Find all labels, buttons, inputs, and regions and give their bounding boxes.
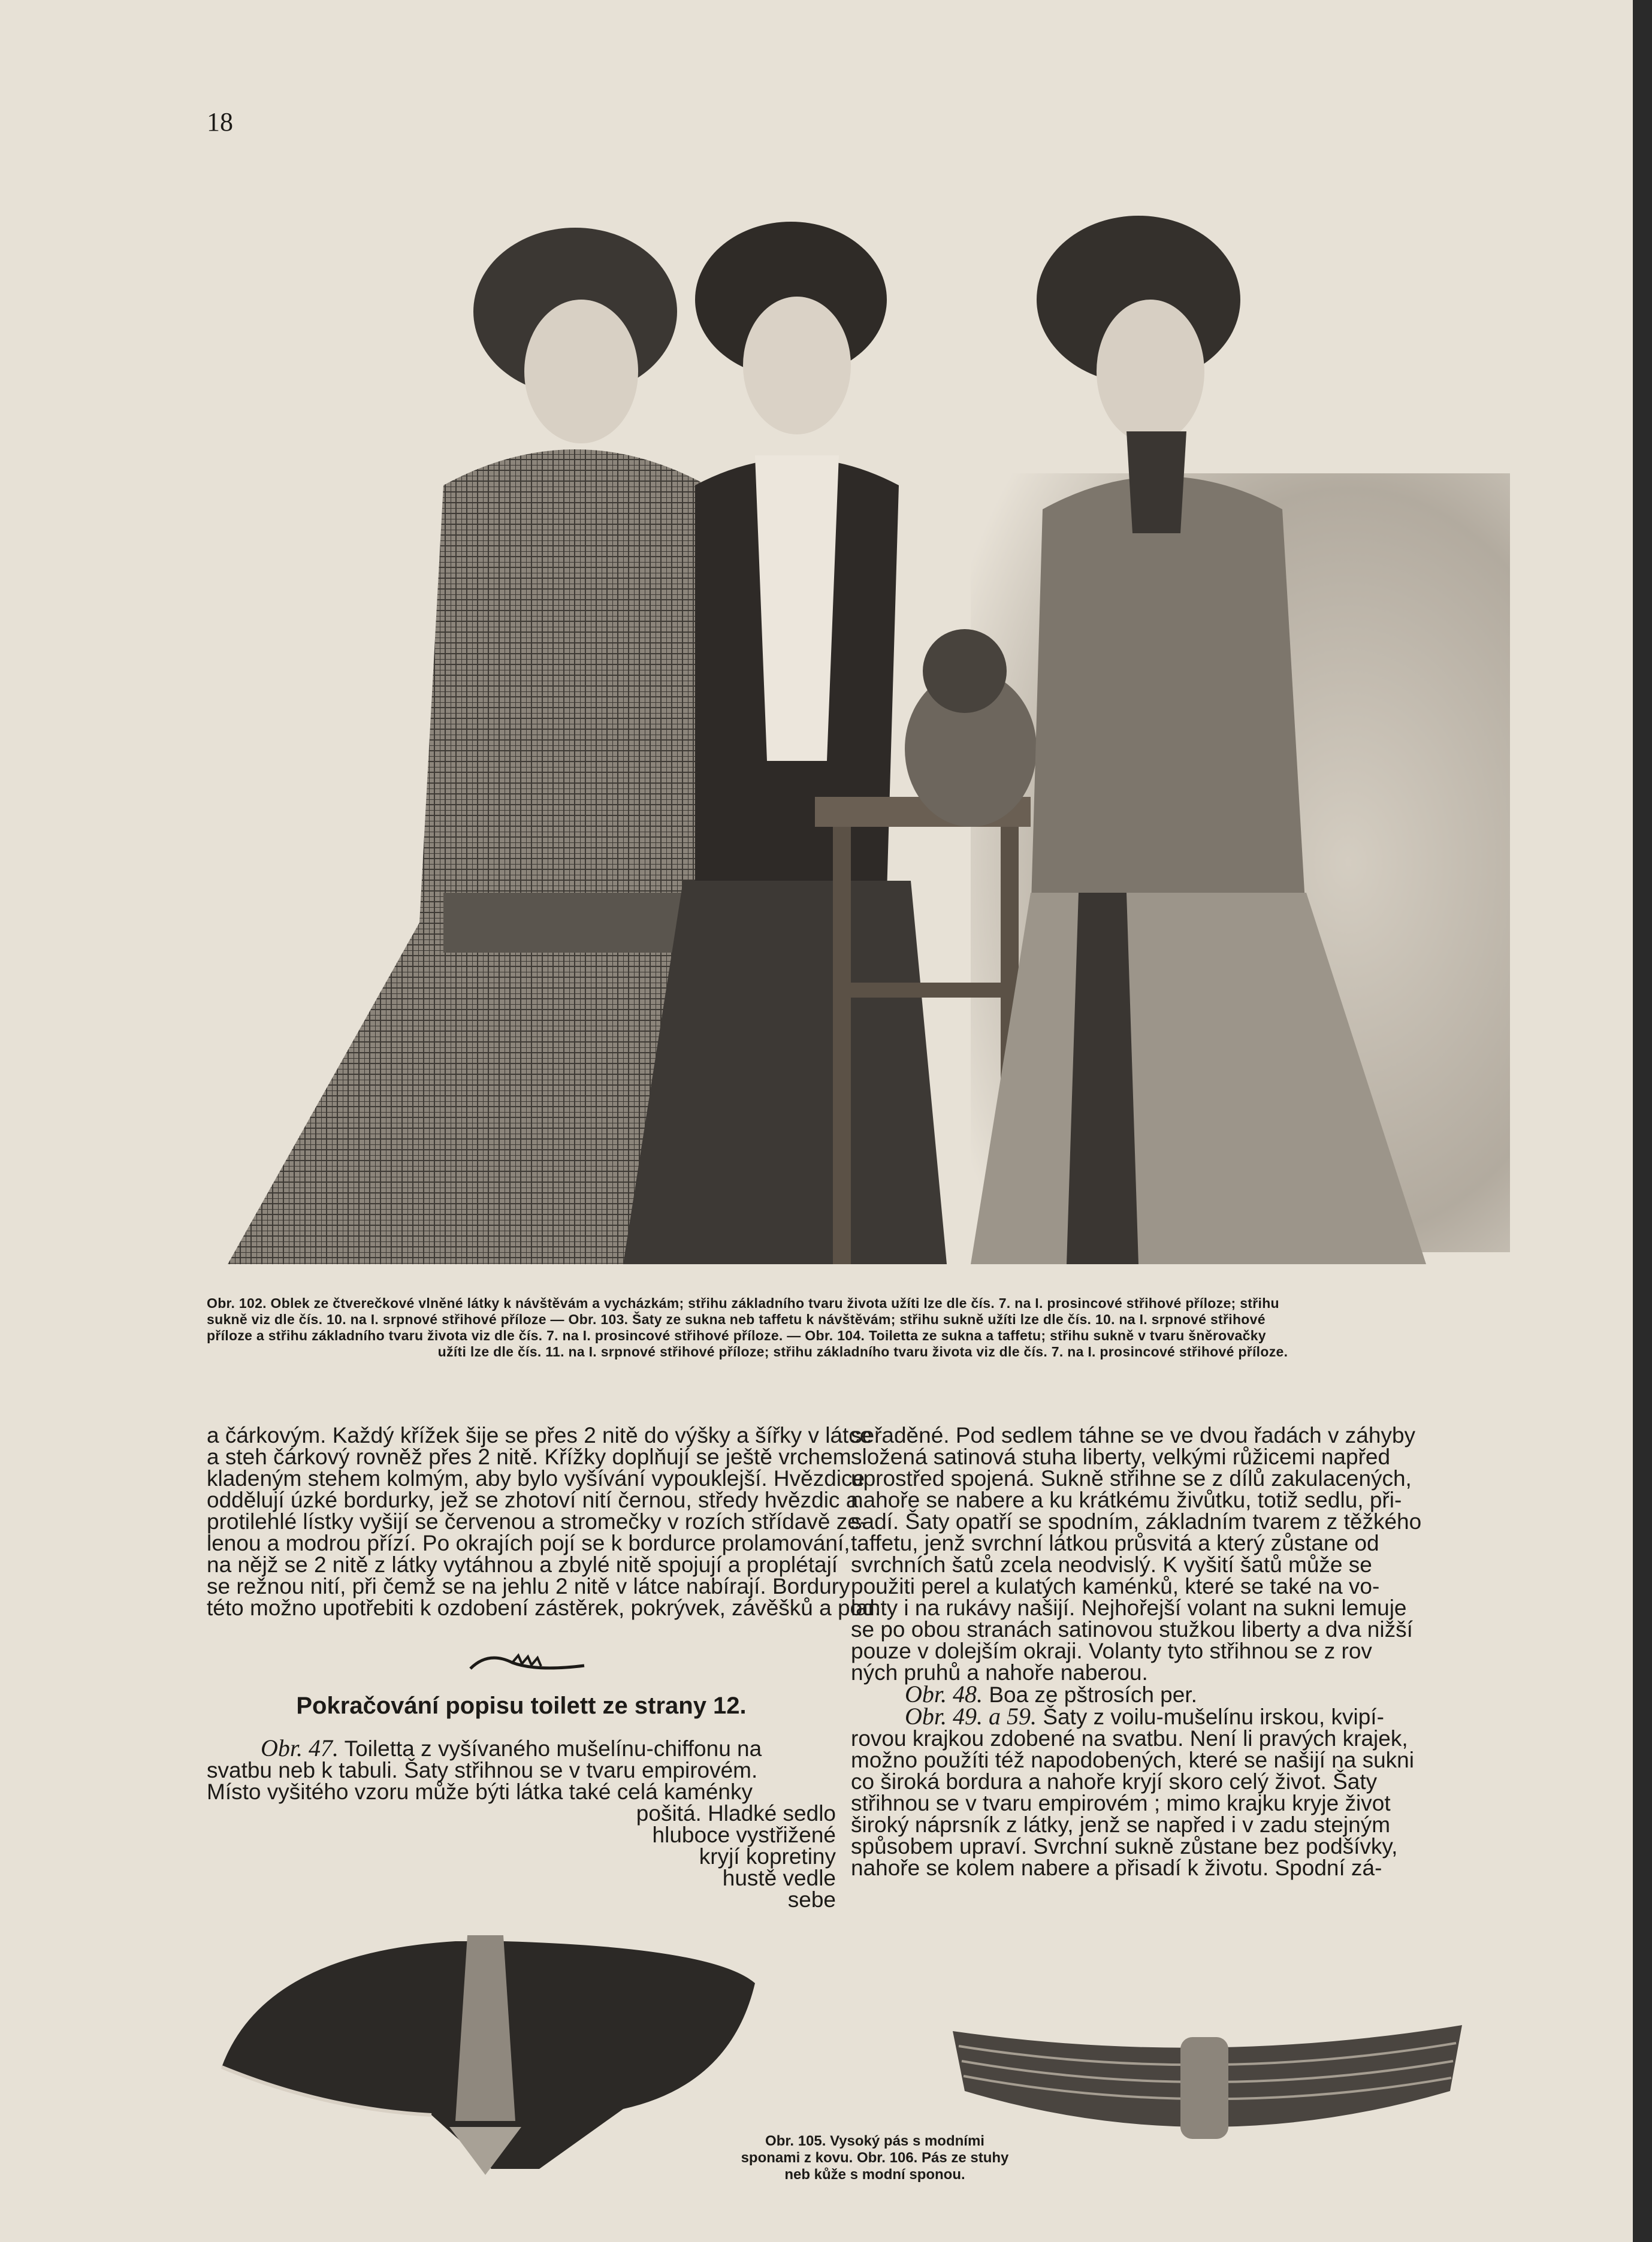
text-line: hluboce vystřižené — [652, 1823, 836, 1847]
text-line: nahoře se nabere a ku krátkému živůtku, totiž sedlu, při- — [851, 1488, 1402, 1512]
text-line: svrchních šatů zcela neodvislý. K vyšití šatů může se — [851, 1552, 1372, 1577]
text-line: možno použíti též napodobených, které se našijí na sukni — [851, 1748, 1414, 1772]
text-line: střihnou se v tvaru empirovém ; mimo krajku kryje život — [851, 1791, 1391, 1815]
text-line: a čárkovým. Každý křížek šije se přes 2 nitě do výšky a šířky v látce — [207, 1423, 872, 1448]
text-line: lanty i na rukávy našijí. Nejhořejší volant na sukni lemuje — [851, 1596, 1407, 1620]
right-column — [851, 1425, 1495, 1879]
text-line: sadí. Šaty opatří se spodním, základním tvarem z těžkého — [851, 1509, 1422, 1534]
text-line: a steh čárkový rovněž přes 2 nitě. Křížky doplňují se ještě vrchem — [207, 1445, 851, 1469]
text-line — [207, 1735, 836, 1761]
text-line: seřaděné. Pod sedlem táhne se ve dvou řadách v záhyby — [851, 1423, 1416, 1448]
figure-label: Obr. 48. — [905, 1681, 983, 1708]
text-line: kryjí kopretiny — [699, 1844, 836, 1869]
obr-49-paragraph — [851, 1703, 1495, 1880]
text-line: nahoře se kolem nabere a přisadí k životu. Spodní zá- — [851, 1856, 1382, 1880]
text-line: taffetu, jenž svrchní látkou průsvitá a který zůstane od — [851, 1531, 1379, 1555]
text-line: hustě vedle — [722, 1866, 836, 1890]
text-line: ných pruhů a nahoře naberou. — [851, 1660, 1148, 1685]
text-line: svatbu neb k tabuli. Šaty střihnou se v tvaru empirovém. — [207, 1758, 758, 1782]
figure-label: Obr. 47. — [261, 1735, 339, 1761]
text-line: složená satinová stuha liberty, velkými růžicemi napřed — [851, 1445, 1391, 1469]
text-line: se režnou nití, při čemž se na jehlu 2 nitě v látce nabírají. Bordury — [207, 1574, 850, 1599]
text-line — [851, 1703, 1495, 1730]
caption-line: Obr. 102. Oblek ze čtverečkové vlněné látky k návštěvám a vycházkám; střihu základního tvaru života užíti lze dle čís. 7. na I. prosincové střihové příloze; střihu — [207, 1295, 1279, 1311]
fashion-illustration — [192, 174, 1510, 1276]
text-line: oddělují úzké bordurky, jež se zhotoví nití černou, středy hvězdic a — [207, 1488, 859, 1512]
text-line-body: Toiletta z vyšívaného mušelínu-chiffonu na — [344, 1736, 762, 1761]
text-line-body: Šaty z voilu-mušelínu irskou, kvipí- — [1043, 1705, 1384, 1729]
text-line-body: Boa ze pštrosích per. — [989, 1682, 1197, 1707]
belt-caption — [707, 2133, 1043, 2183]
caption-line: užíti lze dle čís. 11. na I. srpnové střihové příloze; střihu základního tvaru života viz dle čís. 7. na I. prosincové střihové příloze. — [437, 1344, 1288, 1359]
illustration-caption — [207, 1295, 1519, 1360]
three-women-with-cat-drawing — [192, 174, 1510, 1276]
text-line: sebe — [787, 1887, 836, 1912]
text-line: široký náprsník z látky, jenž se napřed i v zadu stejným — [851, 1812, 1391, 1837]
section-heading: Pokračování popisu toilett ze strany 12. — [296, 1693, 747, 1719]
text-line: spůsobem upraví. Svrchní sukně zůstane bez podšívky, — [851, 1834, 1398, 1859]
text-line: lenou a modrou přízí. Po okrajích pojí se k bordurce prolamování, — [207, 1531, 850, 1555]
left-column — [207, 1423, 881, 1620]
text-line: této možno upotřebiti k ozdobení zástěrek, pokrývek, závěšků a pod. — [207, 1596, 881, 1620]
caption-line: neb kůže s modní sponou. — [784, 2167, 965, 2183]
text-line: co široká bordura a nahoře kryjí skoro celý život. Šaty — [851, 1769, 1378, 1794]
embroidery-paragraph — [207, 1423, 881, 1620]
caption-line: sponami z kovu. Obr. 106. Pás ze stuhy — [741, 2150, 1009, 2166]
caption-line: příloze a střihu základního tvaru života viz dle čís. 7. na I. prosincové střihové příloze. — Obr. 104. Toiletta ze sukna a taffetu; střihu sukně v tvaru šněrovačky — [207, 1328, 1266, 1343]
text-line: rovou krajkou zdobené na svatbu. Není li pravých krajek, — [851, 1726, 1408, 1751]
text-line: Místo vyšitého vzoru může býti látka také celá kaménky — [207, 1779, 753, 1804]
text-line: se po obou stranách satinovou stužkou liberty a dva nižší — [851, 1617, 1413, 1642]
ornament-divider-icon — [464, 1645, 590, 1681]
caption-line: sukně viz dle čís. 10. na I. srpnové střihové příloze — Obr. 103. Šaty ze sukna neb taffetu k návštěvám; střihu sukně užíti lze dle čís. 10. na I. srpnové střihové — [207, 1312, 1266, 1327]
text-line: pouze v dolejším okraji. Volanty tyto střihnou se z rov — [851, 1639, 1372, 1663]
continuation-paragraph — [851, 1425, 1495, 1684]
text-line: použiti perel a kulatých kaménků, které se také na vo- — [851, 1574, 1380, 1599]
text-line: pošitá. Hladké sedlo — [636, 1801, 836, 1826]
page-number: 18 — [207, 107, 233, 137]
text-line: uprostřed spojená. Sukně střihne se z dílů zakulacených, — [851, 1466, 1412, 1491]
obr-47-paragraph — [207, 1735, 836, 1912]
text-line: kladeným stehem kolmým, aby bylo vyšívání vypouklejší. Hvězdice — [207, 1466, 865, 1491]
text-line: protilehlé lístky vyšijí se červenou a stromečky v rozích střídavě ze- — [207, 1509, 868, 1534]
figure-label: Obr. 49. a 59. — [905, 1703, 1037, 1730]
caption-line: Obr. 105. Vysoký pás s modními — [765, 2133, 984, 2149]
text-line: na nějž se 2 nitě z látky vytáhnou a zbylé nitě spojují a proplétají — [207, 1552, 838, 1577]
